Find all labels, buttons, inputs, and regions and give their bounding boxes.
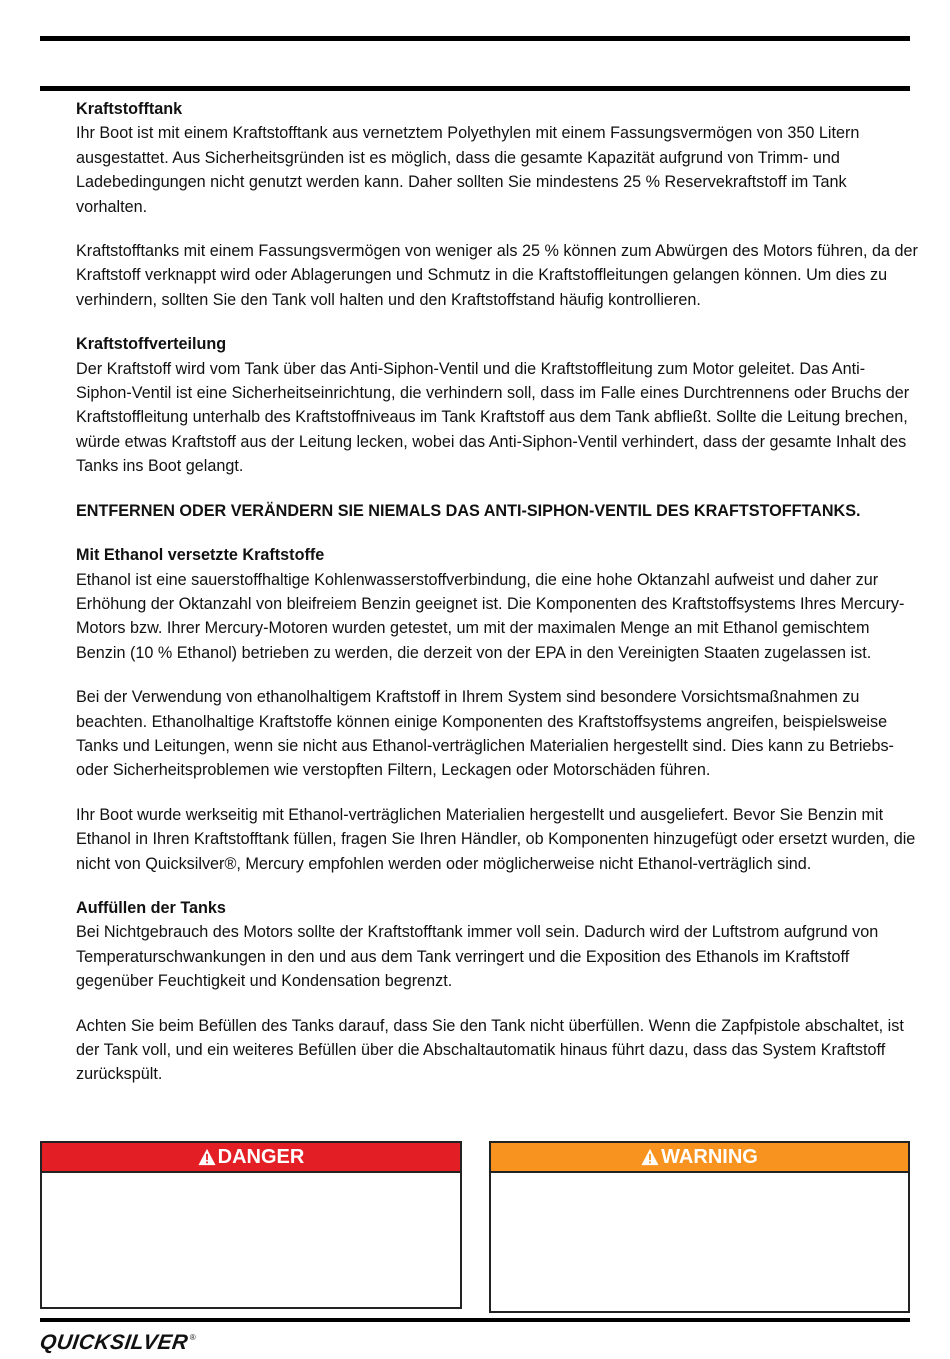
warning-triangle-icon [641,1148,659,1166]
paragraph: Bei Nichtgebrauch des Motors sollte der Kraftstofftank immer voll sein. Dadurch wird der Luftstrom aufgrund von Temperaturschwankungen in den und aus dem Tank verringert und die Exposition des Ethanols im Kraftstoff gegenüber Feuchtigkeit und Kondensation begrenzt. [76,923,879,991]
paragraph: Der Kraftstoff wird vom Tank über das Anti-Siphon-Ventil und die Kraftstoffleitung zum Motor geleitet. Das Anti-Siphon-Ventil ist eine Sicherheitseinrichtung, die verhindern soll, dass im Falle eines Durchtrennens oder Bruchs der Kraftstoffleitung unterhalb des Kraftstoffniveaus im Tank Kraftstoff aus dem Tank abfließt. Sollte die Leitung brechen, würde etwas Kraftstoff aus der Leitung lecken, wobei das Anti-Siphon-Ventil verhindert, dass der gesamte Inhalt des Tanks ins Boot gelangt. [76,359,910,476]
danger-label: DANGER [217,1145,305,1168]
paragraph: Achten Sie beim Befüllen des Tanks darauf, dass Sie den Tank nicht überfüllen. Wenn die Zapfpistole abschaltet, ist der Tank voll, und ein weiteres Befüllen über die Abschaltautomatik hinaus führt dazu, dass das System Kraftstoff zurückspült. [76,1016,904,1084]
header-rule-top [40,36,910,41]
quicksilver-logo [40,1331,196,1355]
section-heading-kraftstoffverteilung: Kraftstoffverteilung [76,335,227,354]
danger-callout-header [42,1143,460,1173]
paragraph: Ethanol ist eine sauerstoffhaltige Kohlenwasserstoffverbindung, die eine hohe Oktanzahl aufweist und daher zur Erhöhung der Oktanzahl von bleifreiem Benzin geeignet ist. Die Komponenten des Kraftstoffsystems Ihres Mercury-Motors bzw. Ihrer Mercury-Motoren wurden getestet, um mit der maximalen Menge an mit Ethanol gemischtem Benzin (10 % Ethanol) betrieben zu werden, die derzeit von der EPA in den Vereinigten Staaten zugelassen ist. [76,570,905,662]
document-body [76,97,918,1107]
header-rule-bottom [40,86,910,91]
warning-triangle-icon [198,1148,216,1166]
section-heading-auffuellen: Auffüllen der Tanks [76,898,226,917]
warning-callout-header [491,1143,908,1173]
safety-notice: ENTFERNEN ODER VERÄNDERN SIE NIEMALS DAS ANTI-SIPHON-VENTIL DES KRAFTSTOFFTANKS. [76,501,861,520]
footer-rule [40,1318,910,1322]
paragraph: Ihr Boot wurde werkseitig mit Ethanol-verträglichen Materialien hergestellt und ausgeliefert. Bevor Sie Benzin mit Ethanol in Ihren Kraftstofftank füllen, fragen Sie Ihren Händler, ob Komponenten hinzugefügt oder ersetzt wurden, die nicht von Quicksilver®, Mercury empfohlen werden oder möglicherweise nicht Ethanol-verträglich sind. [76,805,916,873]
paragraph: Bei der Verwendung von ethanolhaltigem Kraftstoff in Ihrem System sind besondere Vorsichtsmaßnahmen zu beachten. Ethanolhaltige Kraftstoffe können einige Komponenten des Kraftstoffsystems angreifen, beispielsweise Tanks und Leitungen, wenn sie nicht aus Ethanol-verträglichen Materialien hergestellt sind. Dies kann zu Betriebs- oder Sicherheitsproblemen wie verstopften Filtern, Leckagen oder Motorschäden führen. [76,688,894,780]
paragraph: Ihr Boot ist mit einem Kraftstofftank aus vernetztem Polyethylen mit einem Fassungsvermögen von 350 Litern ausgestattet. Aus Sicherheitsgründen ist es möglich, dass die gesamte Kapazität aufgrund von Trimm- und Ladebedingungen nicht genutzt werden kann. Daher sollten Sie mindestens 25 % Reservekraftstoff im Tank vorhalten. [76,124,860,216]
brand-name: QUICKSILVER [38,1331,190,1354]
paragraph: Kraftstofftanks mit einem Fassungsvermögen von weniger als 25 % können zum Abwürgen des Motors führen, da der Kraftstoff verknappt wird oder Ablagerungen und Schmutz in die Kraftstoffleitungen gelangen können. Um dies zu verhindern, sollten Sie den Tank voll halten und den Kraftstoffstand häufig kontrollieren. [76,242,918,309]
brand-registered-mark: ® [189,1333,196,1342]
warning-callout [489,1141,910,1313]
section-heading-kraftstofftank: Kraftstofftank [76,100,183,118]
warning-label: WARNING [661,1145,758,1168]
danger-callout [40,1141,462,1309]
section-heading-ethanol: Mit Ethanol versetzte Kraftstoffe [76,546,325,565]
